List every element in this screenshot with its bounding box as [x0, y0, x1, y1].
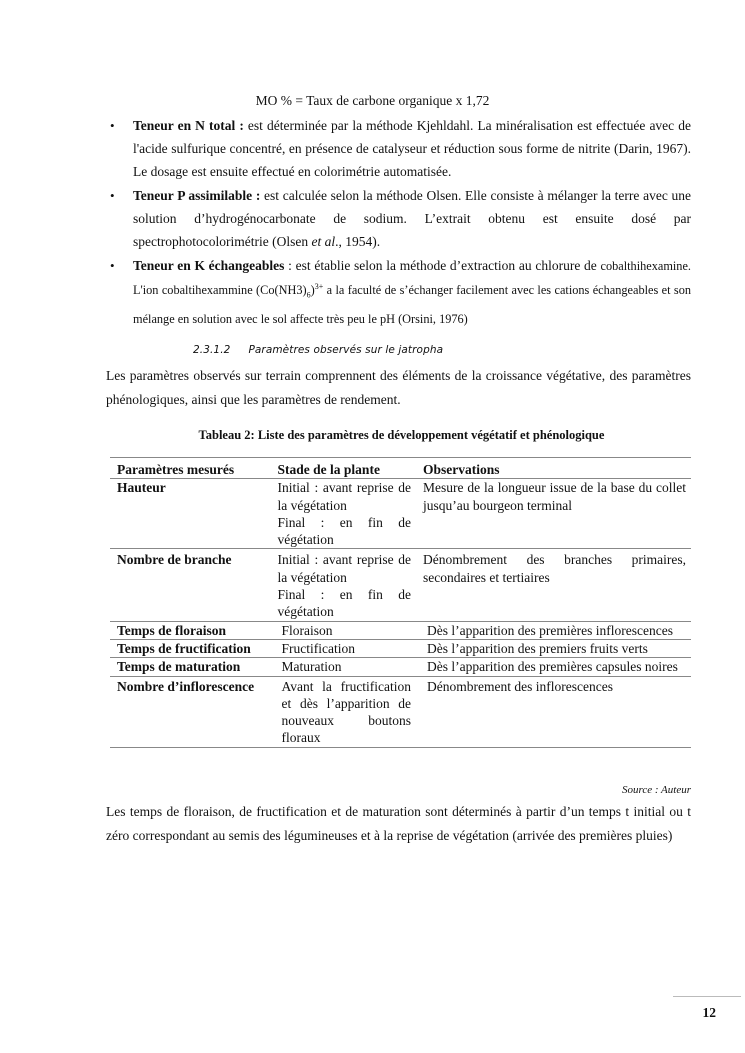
bullet-dot-icon: •	[110, 118, 115, 133]
stage-initial: Initial : avant reprise de la végétation	[277, 552, 412, 585]
footer-divider	[673, 996, 741, 997]
table-row	[110, 549, 691, 621]
obs-cell: Dès l’apparition des premières capsules noires	[416, 658, 691, 676]
obs-cell: Mesure de la longueur issue de la base du collet jusqu’au bourgeon terminal	[416, 479, 691, 549]
stage-cell	[271, 549, 417, 621]
et-al: et al	[311, 234, 336, 249]
superscript-3plus: 3+	[314, 282, 324, 291]
stage-cell	[271, 479, 417, 549]
bullet-term: Teneur en N total :	[133, 118, 244, 133]
bullet-text-end: a la faculté de s’échanger facilement avec les cations échangeables et son mélange en solution avec le sol affecte très peu le pH (Orsini, 1976)	[133, 283, 691, 326]
param-cell: Temps de fructification	[110, 639, 271, 657]
obs-cell: Dès l’apparition des premières inflorescences	[416, 621, 691, 639]
param-cell: Nombre de branche	[110, 549, 271, 621]
stage-final: Final : en fin de végétation	[277, 514, 412, 548]
stage-final: Final : en fin de végétation	[277, 587, 412, 620]
param-cell: Temps de floraison	[110, 621, 271, 639]
bullet-text-end: ., 1954).	[335, 234, 381, 249]
obs-cell: Dénombrement des inflorescences	[416, 676, 691, 747]
paren: )	[310, 283, 315, 297]
table-row	[110, 658, 691, 676]
bullet-text: : est établie selon la méthode d’extraction au chlorure de	[284, 258, 601, 273]
param-cell: Nombre d’inflorescence	[110, 676, 271, 747]
param-cell: Hauteur	[110, 479, 271, 549]
paragraph-intro: Les paramètres observés sur terrain comprennent des éléments de la croissance végétative, des paramètres phénologiques, ainsi que les paramètres de rendement.	[106, 368, 691, 407]
table-caption: Tableau 2: Liste des paramètres de développement végétatif et phénologique	[198, 428, 605, 442]
stage-cell: Fructification	[271, 639, 417, 657]
stage-cell: Avant la fructification et dès l’apparition de nouveaux boutons floraux	[271, 676, 417, 747]
paragraph-conclusion: Les temps de floraison, de fructification et de maturation sont déterminés à partir d’un temps t initial ou t zéro correspondant au semis des légumineuses et à la reprise de végétation (arrivée des premières pluies)	[106, 804, 691, 843]
table-row	[110, 639, 691, 657]
bullet-text-chem: cobalthihexamine. L'ion cobaltihexammine (Co(NH3)	[133, 259, 691, 297]
stage-initial: Initial : avant reprise de la végétation	[277, 480, 412, 513]
param-cell: Temps de maturation	[110, 658, 271, 676]
header-cell: Paramètres mesurés	[110, 458, 271, 479]
bullet-dot-icon: •	[110, 188, 115, 203]
table-header-row	[110, 458, 691, 479]
subscript-6: 6	[306, 290, 311, 300]
table-row	[110, 621, 691, 639]
bullet-phosphorus	[106, 184, 691, 253]
page-number: 12	[702, 1005, 716, 1020]
header-cell: Observations	[416, 458, 691, 479]
bullet-text: est déterminée par la méthode Kjehldahl. La minéralisation est effectuée avec de l'acide sulfurique concentré, en présence de catalyseur et réduction sous forme de nitrite (Darin, 1967). Le dosage est ensuite effectué en colorimétrie automatisée.	[133, 118, 691, 179]
analysis-bullet-list	[106, 114, 691, 332]
stage-cell: Maturation	[271, 658, 417, 676]
parameters-table	[110, 457, 691, 748]
bullet-dot-icon: •	[110, 258, 115, 273]
table-row	[110, 676, 691, 747]
table-row	[110, 479, 691, 549]
table-source: Source : Auteur	[621, 784, 691, 796]
formula-line: MO % = Taux de carbone organique x 1,72	[255, 93, 490, 108]
subheading-title: Paramètres observés sur le jatropha	[248, 344, 444, 356]
bullet-term: Teneur en K échangeables	[133, 258, 285, 273]
subheading-number: 2.3.1.2	[193, 344, 231, 356]
obs-cell: Dénombrement des branches primaires, secondaires et tertiaires	[416, 549, 691, 621]
bullet-text: est calculée selon la méthode Olsen. Elle consiste à mélanger la terre avec une solution d’hydrogénocarbonate de sodium. L’extrait obtenu est ensuite dosé par spectrophotocolorimétrie (Olsen	[133, 188, 691, 249]
section-subheading	[193, 344, 443, 356]
bullet-nitrogen	[106, 114, 691, 183]
header-cell: Stade de la plante	[271, 458, 417, 479]
bullet-term: Teneur P assimilable :	[133, 188, 261, 203]
bullet-potassium	[106, 254, 691, 331]
obs-cell: Dès l’apparition des premiers fruits verts	[416, 639, 691, 657]
stage-cell: Floraison	[271, 621, 417, 639]
